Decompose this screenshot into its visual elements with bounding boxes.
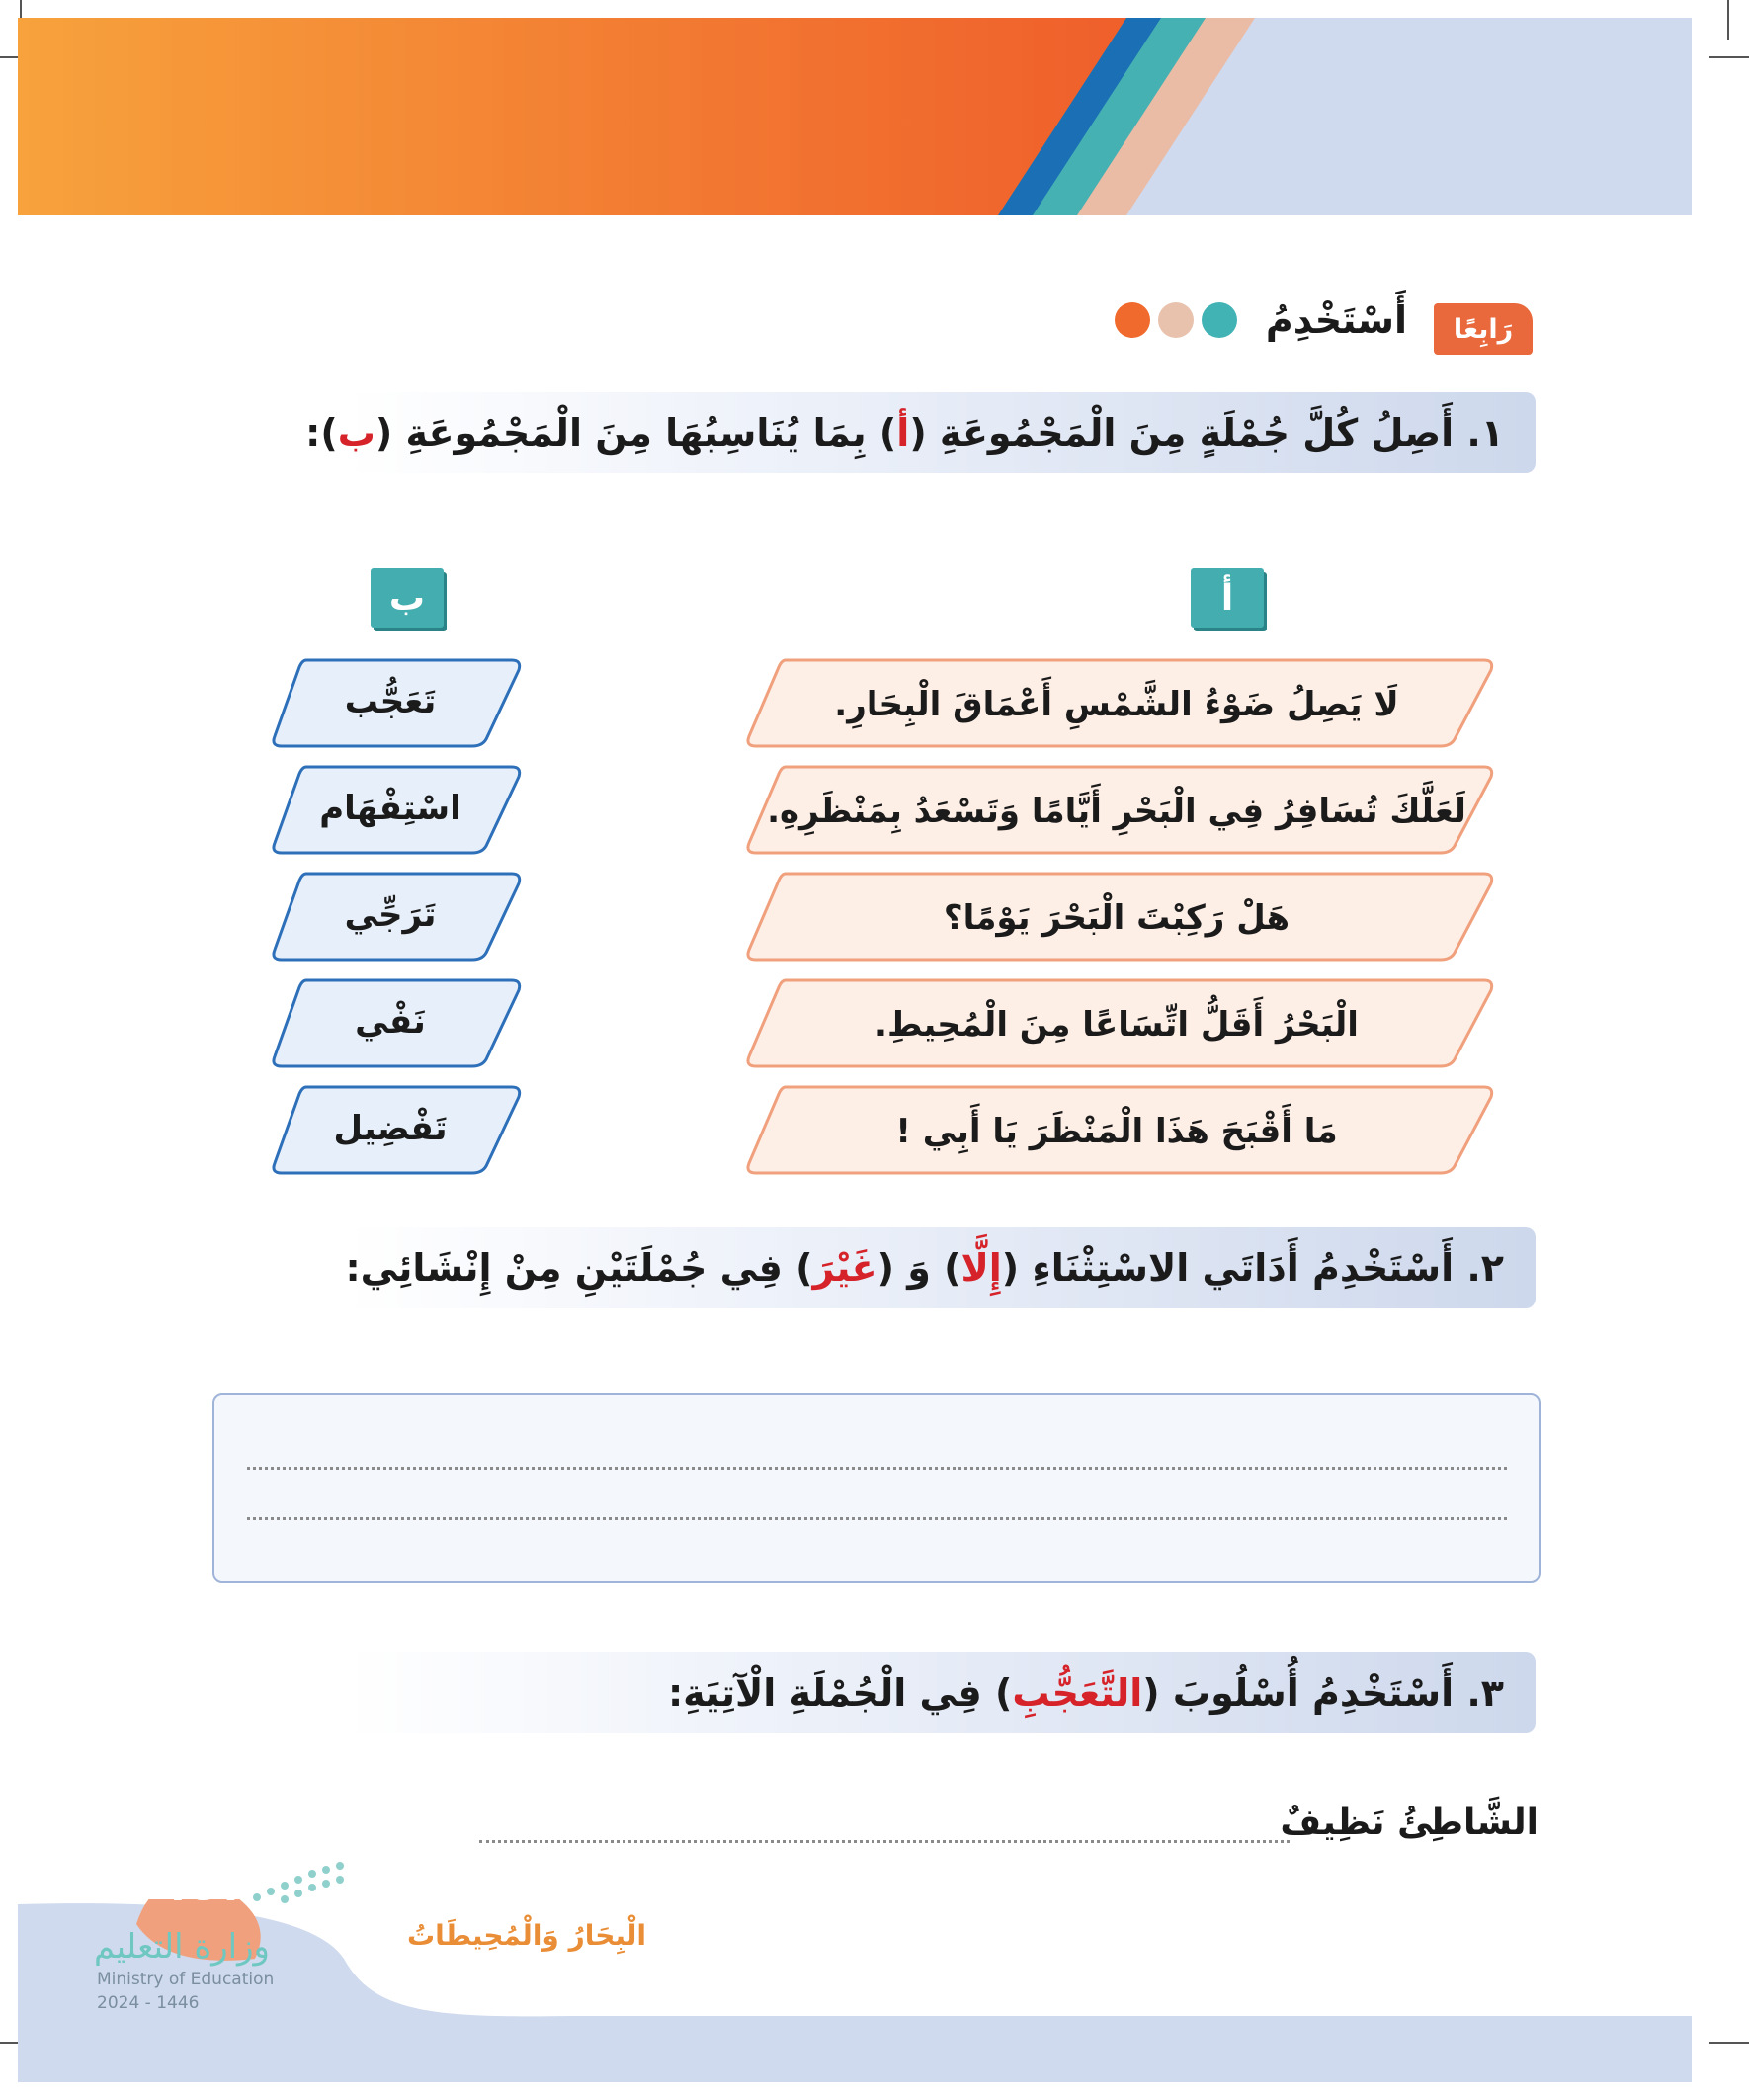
unit-title: الْبِحَارُ وَالْمُحِيطَاتُ [407,1919,646,1952]
ministry-name-en: Ministry of Education [97,1970,275,1989]
crop-mark [1709,56,1749,58]
sentence-3: هَلْ رَكِبْتَ الْبَحْرَ يَوْمًا؟ [943,898,1291,938]
question-text: أَصِلُ كُلَّ جُمْلَةٍ مِنَ الْمَجْمُوعَةِ ( [909,411,1455,455]
question-2-text [345,1227,1536,1308]
question-number: ٢. [1466,1246,1504,1290]
crop-mark [1709,2042,1749,2044]
choice-3: تَرَجِّي [344,895,437,935]
choice-1: تَعَجُّب [344,682,437,721]
question-text: ) فِي الْجُمْلَةِ الْآتِيَةِ: [667,1671,1013,1715]
question-text: ) بِمَا يُنَاسِبُهَا مِنَ الْمَجْمُوعَةِ ( [375,411,897,455]
group-a-ref: أ [896,411,910,455]
question-3-text [668,1652,1536,1733]
answer-line-2[interactable] [247,1517,1507,1520]
ministry-year: 2024 - 1446 [97,1993,200,2013]
column-a-label: أ [1191,568,1264,628]
question-text: أَسْتَخْدِمُ أَدَاتَي الاسْتِثْنَاءِ ( [1001,1246,1455,1290]
exception-tool-2: غَيْرَ [812,1246,877,1290]
question-text: أَسْتَخْدِمُ أُسْلُوبَ ( [1142,1671,1455,1715]
question-number: ١. [1466,411,1504,455]
question-1-text [305,392,1536,473]
decor-dot [1202,302,1237,338]
section-title: أَسْتَخْدِمُ [1265,298,1407,342]
sentence-5: مَا أَقْبَحَ هَذَا الْمَنْظَرَ يَا أَبِي ! [895,1112,1338,1151]
choice-5: تَفْضِيل [333,1109,448,1148]
ministry-logo-text: وزارة التعليم [94,1927,270,1967]
choice-4: نَفْي [355,1002,426,1042]
choice-2: اسْتِفْهَام [319,789,461,828]
sentence-2: لَعَلَّكَ تُسَافِرُ فِي الْبَحْرِ أَيَّامًا وَتَسْعَدُ بِمَنْظَرِهِ. [767,792,1466,831]
question-number: ٣. [1466,1671,1504,1715]
answer-line-1[interactable] [247,1467,1507,1470]
column-b-label: ب [371,568,444,628]
question-text: ): [305,411,338,455]
exception-tool-1: إِلَّا [960,1246,1002,1290]
decor-dot [1158,302,1194,338]
exclamation-style: التَّعَجُّبِ [1012,1671,1143,1715]
q3-sentence: الشَّاطِئُ نَظِيفٌ [1280,1803,1539,1843]
crop-mark [1727,0,1729,40]
question-text: ) فِي جُمْلَتَيْنِ مِنْ إِنْشَائِي: [345,1246,813,1290]
header-banner [18,18,1692,215]
question-text: ) وَ ( [876,1246,961,1290]
answer-box[interactable] [212,1393,1541,1583]
ministry-logo-dots [247,1858,356,1912]
sentence-4: الْبَحْرُ أَقَلُّ اتِّسَاعًا مِنَ الْمُحِيطِ. [874,1005,1359,1045]
question-3-bar [346,1652,1536,1733]
question-2-bar [346,1227,1536,1308]
question-1-bar [305,392,1536,473]
decor-dot [1115,302,1150,338]
q3-answer-line[interactable] [479,1840,1290,1843]
group-b-ref: ب [337,411,375,455]
sentence-1: لَا يَصِلُ ضَوْءُ الشَّمْسِ أَعْمَاقَ الْبِحَارِ. [834,685,1399,724]
page-number: ١٤١ [162,1860,243,1911]
section-label: رَابِعًا [1434,303,1533,355]
